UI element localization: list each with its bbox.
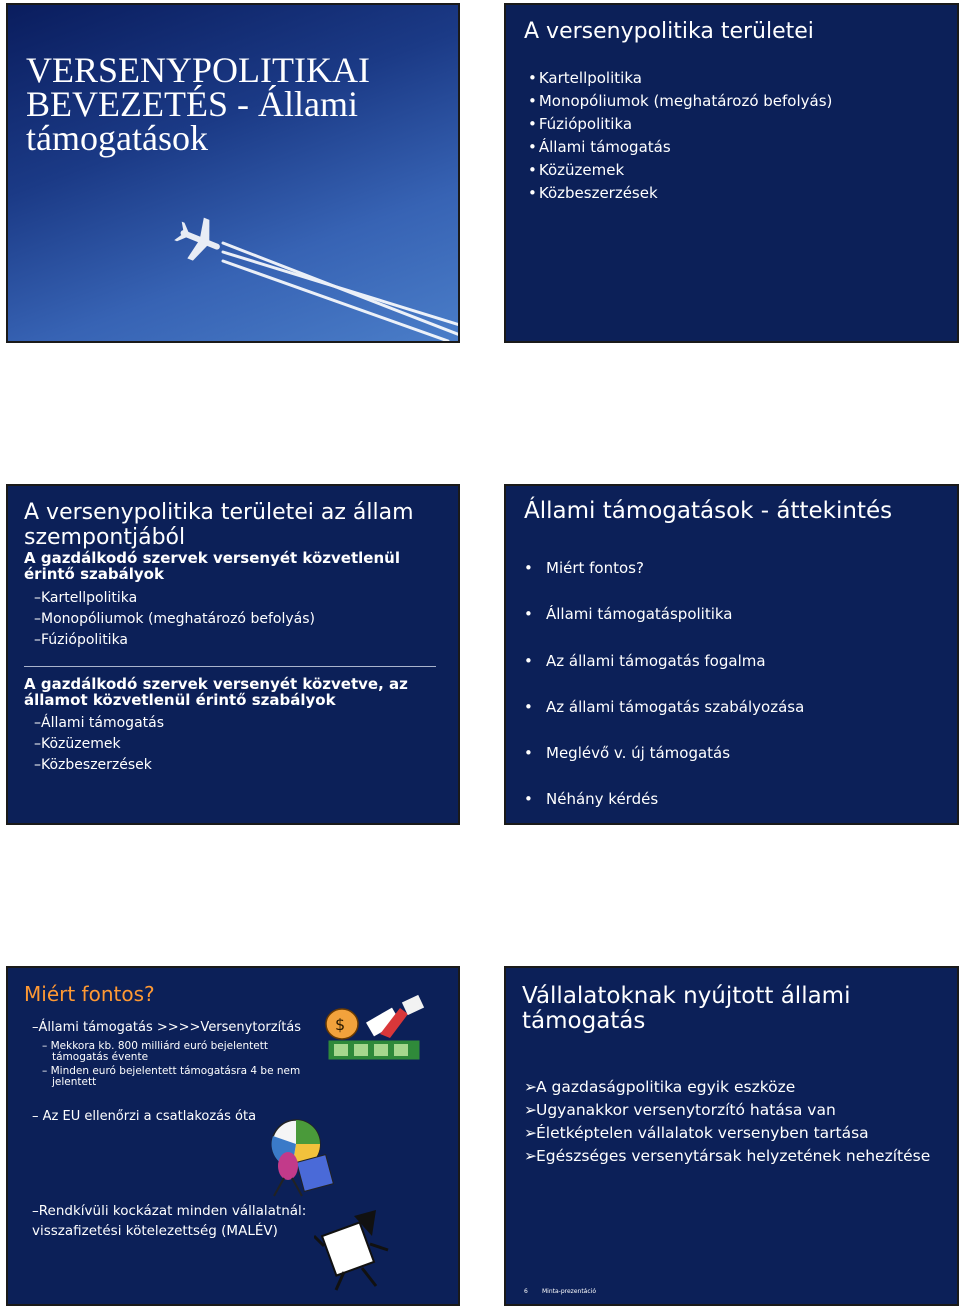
slide5-line3b: visszafizetési kötelezettség (MALÉV): [32, 1223, 278, 1239]
slide5-line2: – Az EU ellenőrzi a csatlakozás óta: [32, 1109, 257, 1124]
list-item: • Miért fontos?: [524, 559, 644, 577]
list-item: • Állami támogatáspolitika: [524, 605, 733, 624]
bullet-icon: •: [524, 697, 533, 716]
arrow-bullet-icon: ➢: [524, 1124, 537, 1142]
list-item: ➢Ugyanakkor versenytorzító hatása van: [524, 1099, 930, 1122]
slide5-sub2: – Minden euró bejelentett támogatásra 4 be nem: [42, 1065, 301, 1077]
list-item: –Közüzemek: [34, 736, 121, 752]
slide-state-perspective: [6, 484, 460, 825]
list-item: • Közüzemek: [528, 159, 832, 182]
slide-company-aid: [504, 966, 959, 1306]
pie-chart-clipart-icon: [264, 1114, 348, 1202]
bullet-icon: •: [524, 744, 533, 763]
bullet-icon: •: [524, 559, 533, 577]
slide3-heading-indirect: A gazdálkodó szervek versenyét közvetve, az államot közvetlenül érintő szabályok: [24, 675, 408, 709]
svg-text:$: $: [335, 1015, 346, 1034]
list-item: • Kartellpolitika: [528, 67, 832, 90]
list-item: • Néhány kérdés: [524, 790, 659, 809]
slide-title: [6, 3, 460, 343]
slide3-group-direct: [34, 588, 315, 651]
list-item: –Kartellpolitika: [34, 590, 138, 606]
slide2-list: [528, 67, 832, 205]
bullet-icon: •: [524, 605, 533, 624]
list-item: –Monopóliumok (meghatározó befolyás): [34, 611, 315, 627]
list-item: • Monopóliumok (meghatározó befolyás): [528, 90, 832, 113]
list-item: • Az állami támogatás szabályozása: [524, 697, 805, 716]
slide5-sub1b: támogatás évente: [52, 1051, 149, 1063]
slide3-group-indirect: [34, 713, 164, 776]
list-item: • Állami támogatás: [528, 136, 832, 159]
slide5-line1: –Állami támogatás >>>>Versenytorzítás: [32, 1020, 302, 1035]
list-item: • Fúziópolitika: [528, 113, 832, 136]
slide5-line3: –Rendkívüli kockázat minden vállalatnál:: [32, 1203, 307, 1219]
slide3-heading-direct: A gazdálkodó szervek versenyét közvetlenül érintő szabályok: [24, 549, 400, 583]
list-item: • Közbeszerzések: [528, 182, 832, 205]
footer-text: Minta-prezentáció: [542, 1288, 596, 1295]
slide4-title: Állami támogatások - áttekintés: [524, 498, 893, 524]
slide2-title: A versenypolitika területei: [524, 19, 814, 44]
slide6-list: [524, 1076, 930, 1168]
bullet-icon: •: [524, 790, 533, 809]
slide4-list: [524, 558, 804, 825]
list-item: • Meglévő v. új támogatás: [524, 744, 731, 763]
list-item: • Az állami támogatás fogalma: [524, 651, 766, 670]
slide3-title: A versenypolitika területei az állam szempontjából: [24, 500, 414, 550]
slide5-title: Miért fontos?: [24, 982, 155, 1006]
slide1-title: VERSENYPOLITIKAI BEVEZETÉS - Állami támogatások: [26, 50, 370, 158]
slide5-sub1: – Mekkora kb. 800 milliárd euró bejelentett: [42, 1040, 268, 1052]
list-item: –Közbeszerzések: [34, 757, 152, 773]
list-item: ➢Életképtelen vállalatok versenyben tartása: [524, 1122, 930, 1145]
slide5-sub2b: jelentett: [52, 1076, 97, 1088]
list-item: ➢Egészséges versenytársak helyzetének nehezítése: [524, 1145, 930, 1168]
slide6-title: Vállalatoknak nyújtott állami támogatás: [522, 983, 851, 1034]
arrow-bullet-icon: ➢: [524, 1147, 537, 1165]
slide-areas: [504, 3, 959, 343]
arrow-bullet-icon: ➢: [524, 1101, 537, 1119]
divider: [24, 666, 436, 667]
list-item: ➢A gazdaságpolitika egyik eszköze: [524, 1076, 930, 1099]
money-clipart-icon: [320, 994, 426, 1070]
slide-number: 6: [524, 1288, 528, 1295]
arrow-bullet-icon: ➢: [524, 1078, 537, 1096]
slide-why-important: [6, 966, 460, 1306]
list-item: –Állami támogatás: [34, 715, 165, 731]
list-item: –Fúziópolitika: [34, 632, 129, 648]
bullet-icon: •: [524, 651, 533, 670]
slide-overview: [504, 484, 959, 825]
falling-figure-clipart-icon: [314, 1206, 394, 1294]
